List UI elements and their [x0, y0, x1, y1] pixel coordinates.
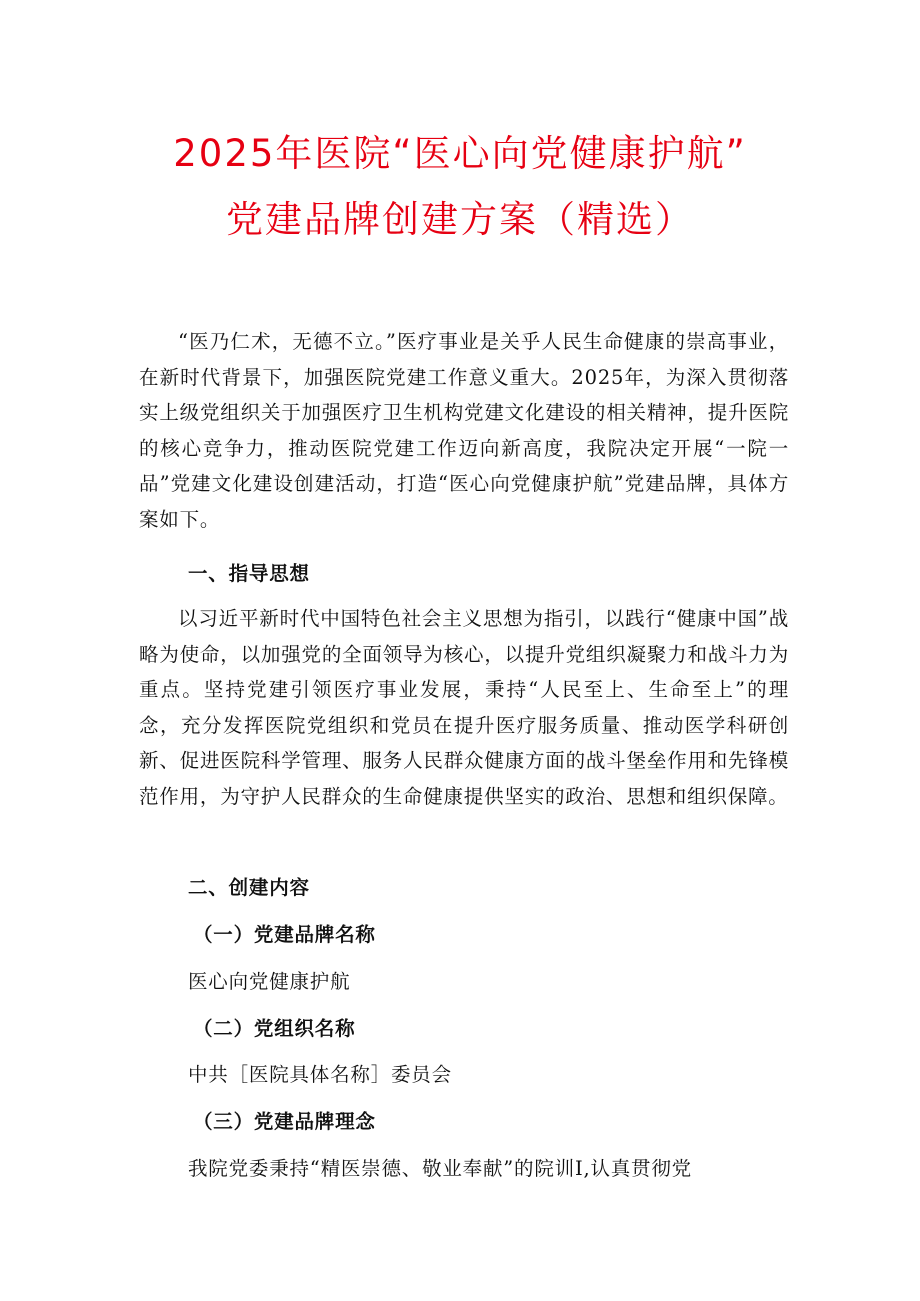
intro-paragraph: “医乃仁术，无德不立。”医疗事业是关乎人民生命健康的崇高事业，在新时代背景下，加强医院党建工作意义重大。2025年，为深入贯彻落实上级党组织关于加强医疗卫生机构党建文化建设的相关精神，提升医院的核心竞争力，推动医院党建工作迈向新高度，我院决定开展“一院一品”党建文化建设创建活动，打造“医心向党健康护航”党建品牌，具体方案如下。 — [139, 330, 789, 531]
brand-concept-text: 我院党委秉持“精医崇德、敬业奉献”的院训I,认真贯彻党 — [188, 1157, 692, 1180]
party-organization-name-text: 中共［医院具体名称］委员会 — [188, 1063, 452, 1086]
section-heading-creation-content: 二、创建内容 — [188, 876, 310, 899]
subheading-brand-name: （一）党建品牌名称 — [193, 923, 376, 946]
brand-name-text: 医心向党健康护航 — [188, 970, 351, 993]
subheading-party-organization-name: （二）党组织名称 — [193, 1017, 356, 1040]
document-title-line-2: 党建品牌创建方案（精选） — [226, 198, 694, 241]
guiding-ideology-paragraph: 以习近平新时代中国特色社会主义思想为指引，以践行“健康中国”战略为使命，以加强党的全面领导为核心，以提升党组织凝聚力和战斗力为重点。坚持党建引领医疗事业发展，秉持“人民至上、生命至上”的理念，充分发挥医院党组织和党员在提升医疗服务质量、推动医学科研创新、促进医院科学管理、服务人民群众健康方面的战斗堡垒作用和先锋模范作用，为守护人民群众的生命健康提供坚实的政治、思想和组织保障。 — [139, 607, 789, 808]
subheading-brand-concept: （三）党建品牌理念 — [193, 1110, 376, 1133]
section-heading-guiding-ideology: 一、指导思想 — [188, 562, 310, 585]
document-title-line-1: 2025年医院“医心向党健康护航” — [173, 132, 747, 175]
